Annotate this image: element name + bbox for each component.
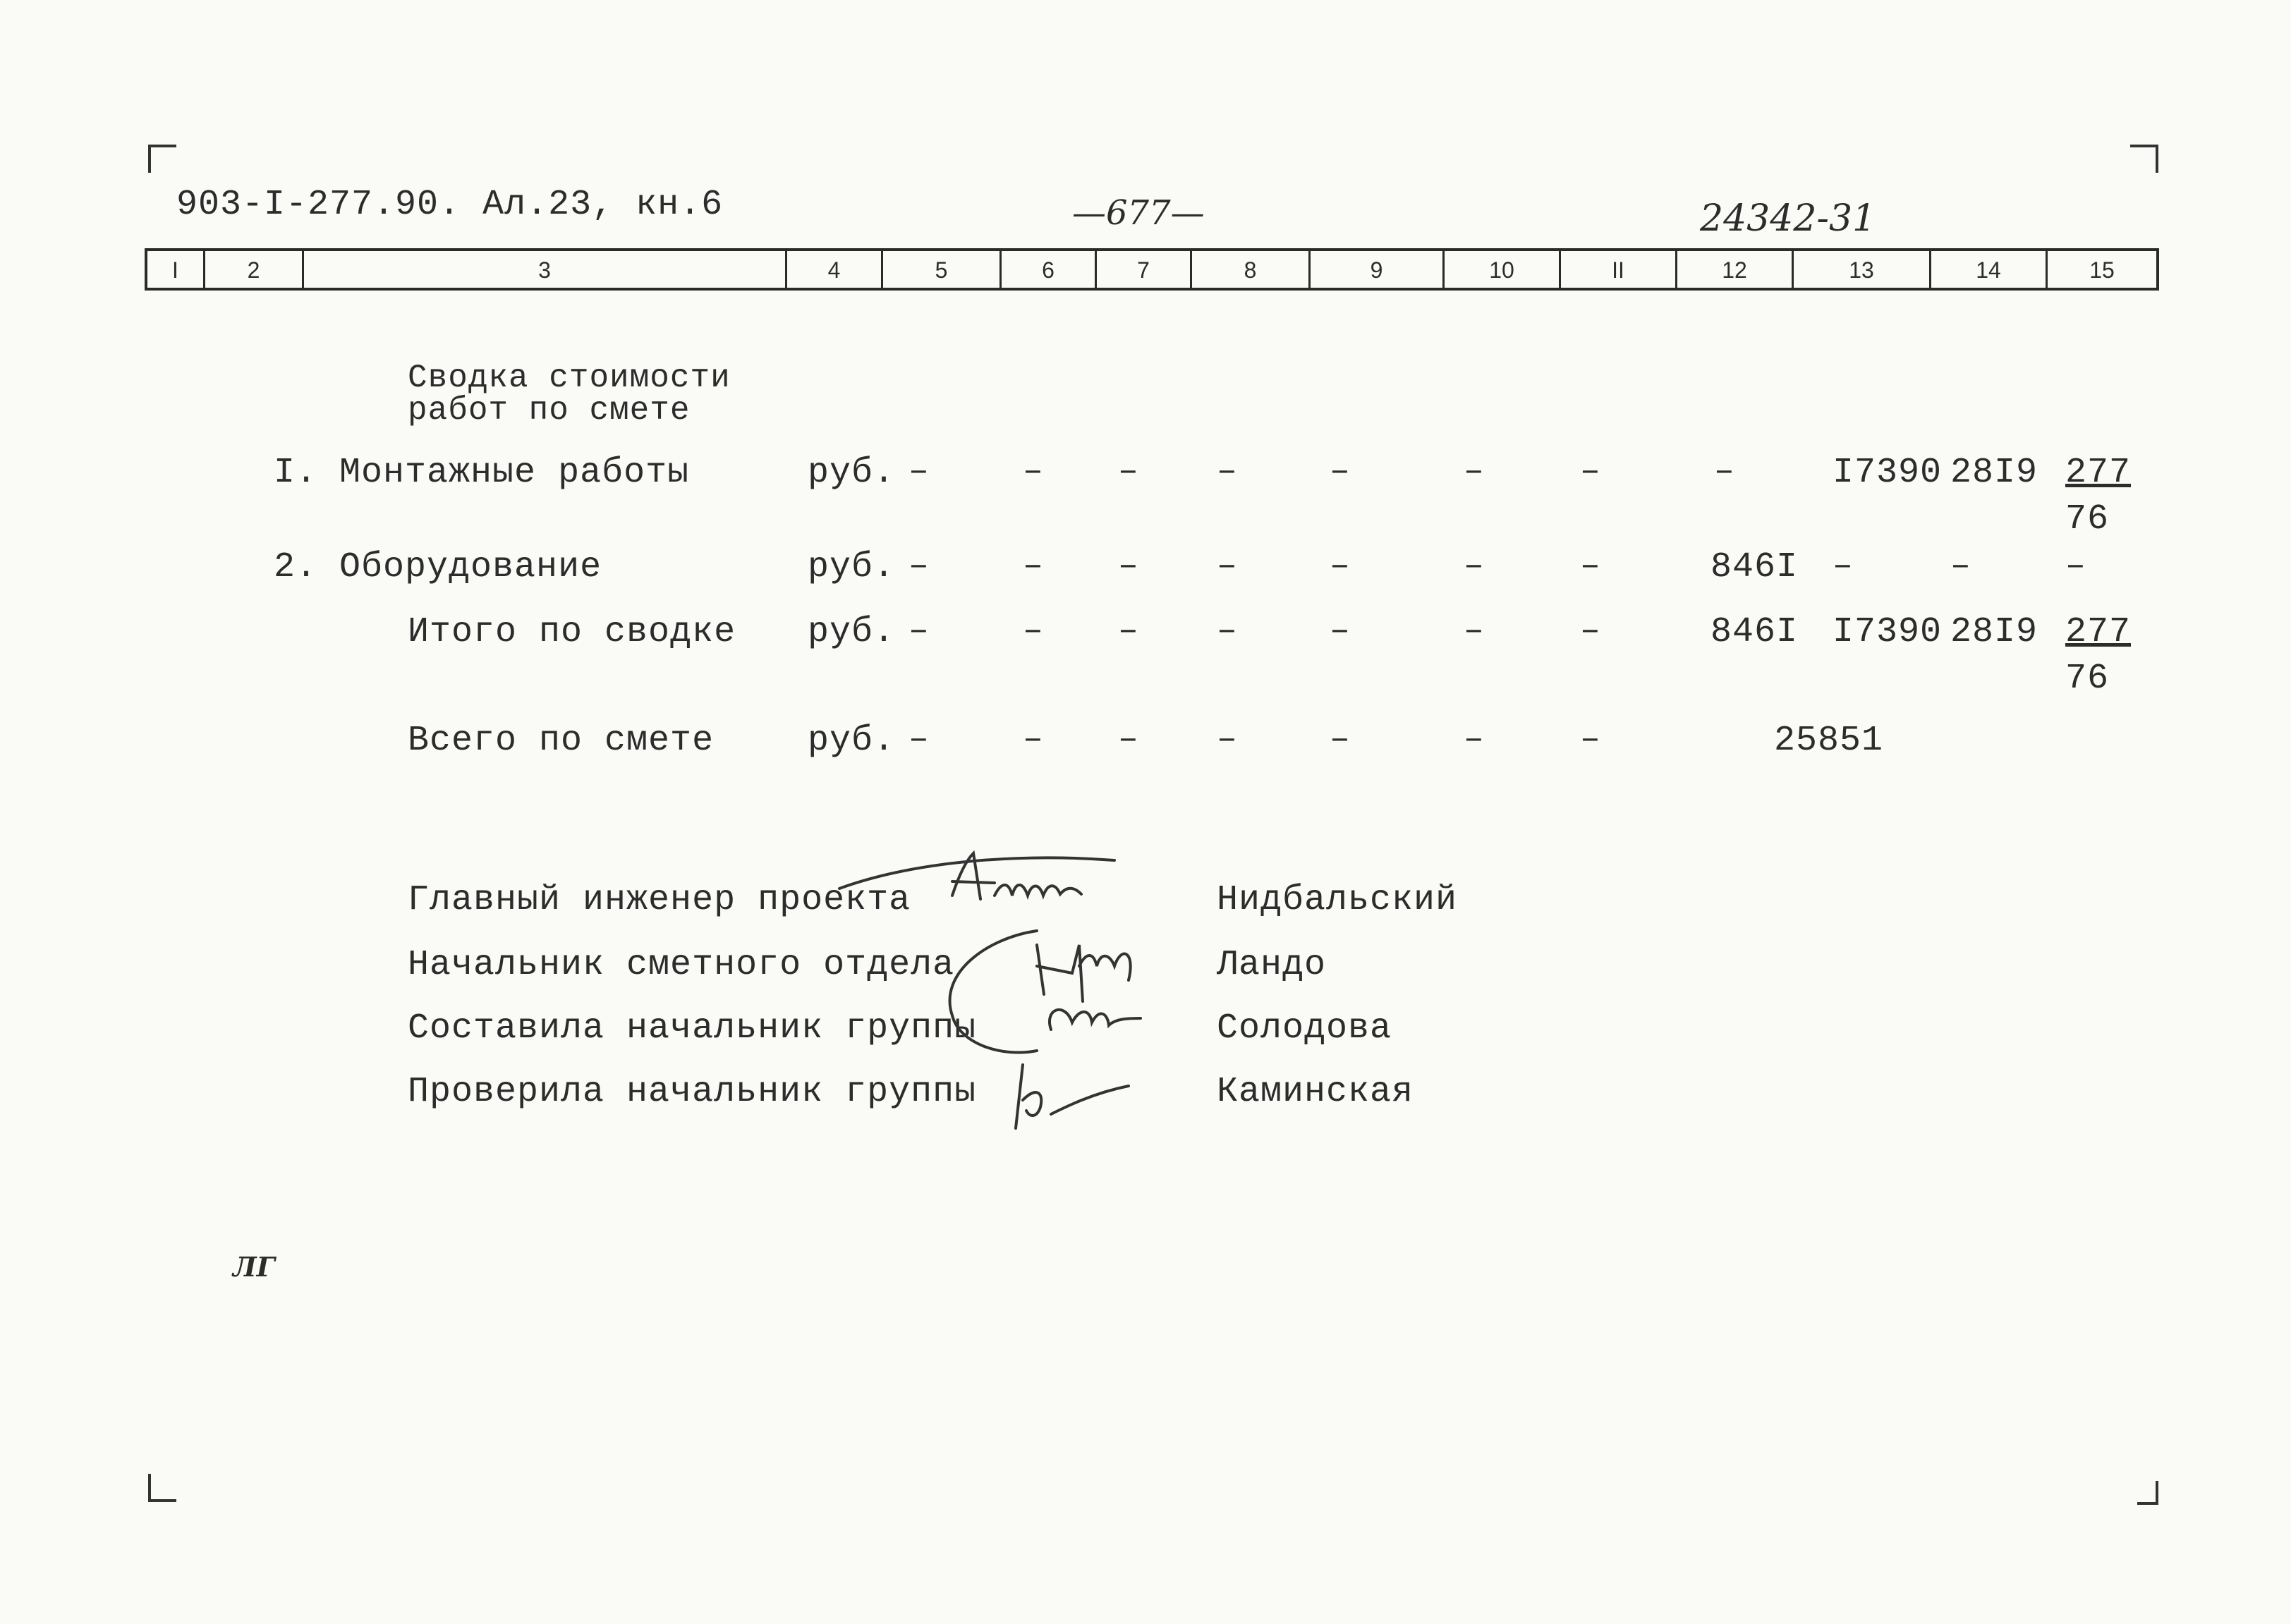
dash-cell: –	[1330, 547, 1351, 585]
row-name: Всего по смете	[408, 721, 715, 761]
dash-cell: –	[1464, 547, 1485, 585]
dash-cell: –	[1464, 612, 1485, 650]
value-col-14: –	[1950, 547, 1971, 585]
dash-cell: –	[909, 721, 930, 759]
dash-cell: –	[1023, 721, 1044, 759]
dash-cell: –	[1464, 453, 1485, 491]
value-col-14: 28I9	[1950, 453, 2038, 493]
dash-cell: –	[1330, 453, 1351, 491]
dash-cell: –	[1118, 612, 1139, 650]
dash-cell: –	[1118, 453, 1139, 491]
column-number: 15	[2089, 257, 2115, 283]
column-number: 6	[1002, 251, 1097, 288]
dash-cell: –	[1023, 547, 1044, 585]
row-unit: руб.	[808, 453, 896, 493]
grand-total: 25851	[1774, 721, 1884, 761]
signature-role: Составила начальник группы	[408, 1008, 977, 1049]
value-col-15-rub: 277	[2065, 612, 2132, 652]
row-name: Итого по сводке	[408, 612, 736, 652]
signature-role: Главный инженер проекта	[408, 880, 911, 920]
row-name: I. Монтажные работы	[274, 453, 690, 493]
dash-cell: –	[1217, 453, 1238, 491]
column-number: 7	[1097, 251, 1192, 288]
dash-cell: –	[909, 547, 930, 585]
document-code: 903-I-277.90. Ал.23, кн.6	[176, 185, 724, 225]
dash-cell: –	[1217, 721, 1238, 759]
value-col-13: –	[1833, 547, 1854, 585]
column-number: 5	[883, 251, 1002, 288]
signature-name: Ландо	[1217, 945, 1327, 985]
row-unit: руб.	[808, 612, 896, 652]
value-col-13: I7390	[1833, 612, 1943, 652]
value-col-12: 846I	[1710, 612, 1799, 652]
handwritten-signatures	[811, 832, 1234, 1156]
value-col-15-kop: 76	[2065, 659, 2110, 699]
value-col-14: 28I9	[1950, 612, 2038, 652]
column-number: 12	[1677, 251, 1794, 288]
dash-cell: –	[1464, 721, 1485, 759]
dash-cell: –	[1023, 453, 1044, 491]
page-number: —677—	[1072, 193, 1205, 233]
dash-cell: –	[1580, 612, 1601, 650]
column-number: 4	[787, 251, 883, 288]
dash-cell: –	[1580, 721, 1601, 759]
signature-name: Нидбальский	[1217, 880, 1458, 920]
table-title-line-2: работ по смете	[408, 392, 691, 429]
row-unit: руб.	[808, 547, 896, 587]
column-number: I	[147, 251, 205, 288]
dash-cell: –	[1217, 547, 1238, 585]
column-number: 8	[1192, 251, 1311, 288]
dash-cell: –	[1217, 612, 1238, 650]
dash-cell: –	[1118, 721, 1139, 759]
value-col-15-rub: 277	[2065, 453, 2132, 493]
value-col-13: I7390	[1833, 453, 1943, 493]
column-number: 10	[1445, 251, 1561, 288]
signature-name: Солодова	[1217, 1008, 1392, 1049]
corner-mark-top-left	[148, 145, 176, 173]
inventory-number: 24342-31	[1700, 197, 1876, 240]
dash-cell: –	[1330, 721, 1351, 759]
value-col-12: –	[1714, 453, 1735, 491]
dash-cell: –	[1580, 453, 1601, 491]
value-col-15: –	[2065, 547, 2086, 585]
column-number: 9	[1311, 251, 1445, 288]
column-number: 2	[205, 251, 304, 288]
signature-name: Каминская	[1217, 1072, 1414, 1112]
dash-cell: –	[1330, 612, 1351, 650]
table-title-line-1: Сводка стоимости	[408, 360, 731, 396]
row-name: 2. Оборудование	[274, 547, 602, 587]
corner-mark-bottom-left	[148, 1474, 176, 1502]
dash-cell: –	[909, 612, 930, 650]
column-number: 13	[1794, 251, 1931, 288]
value-col-12: 846I	[1710, 547, 1799, 587]
column-number: 3	[304, 251, 787, 288]
operator-initials: ЛГ	[233, 1251, 275, 1283]
dash-cell: –	[909, 453, 930, 491]
corner-mark-bottom-right	[2137, 1481, 2158, 1505]
column-number: 14	[1931, 251, 2048, 288]
signature-role: Проверила начальник группы	[408, 1072, 977, 1112]
dash-cell: –	[1118, 547, 1139, 585]
signature-role: Начальник сметного отдела	[408, 945, 955, 985]
column-number: II	[1561, 251, 1677, 288]
dash-cell: –	[1023, 612, 1044, 650]
column-number-row	[145, 248, 2159, 291]
row-unit: руб.	[808, 721, 896, 761]
corner-mark-top-right	[2130, 145, 2158, 173]
dash-cell: –	[1580, 547, 1601, 585]
value-col-15-kop: 76	[2065, 499, 2110, 539]
